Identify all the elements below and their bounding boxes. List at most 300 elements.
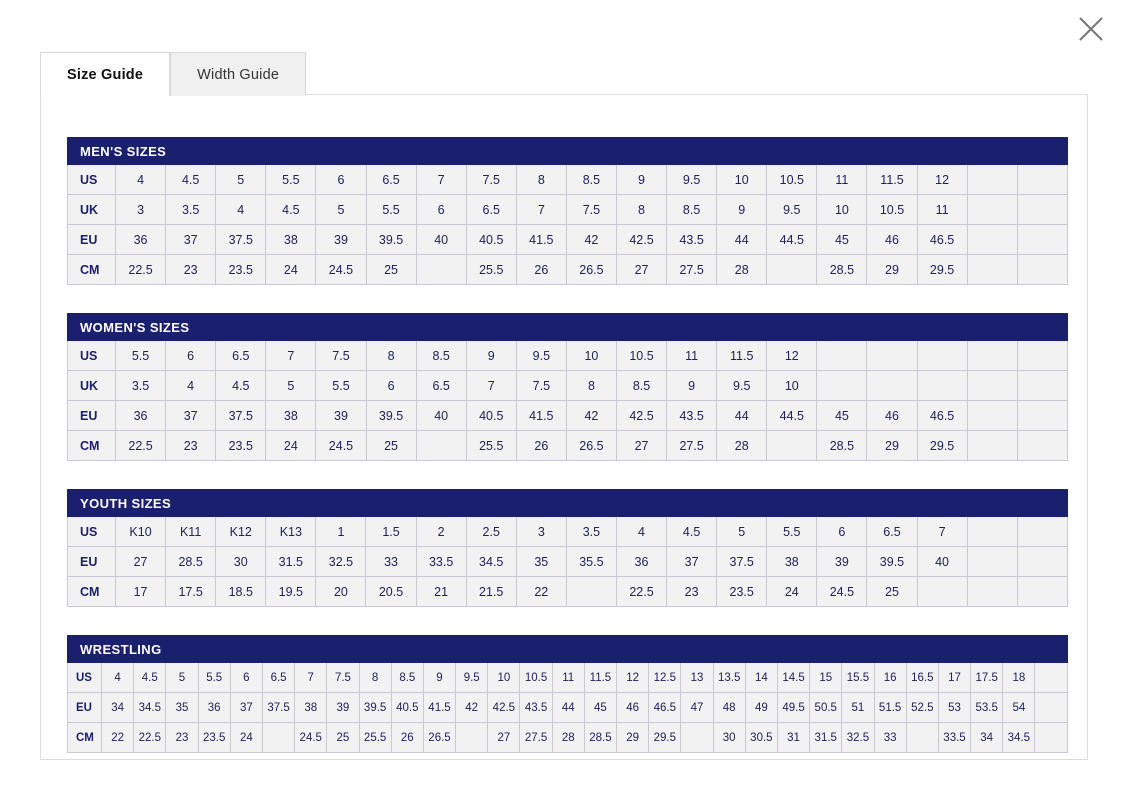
table-header-cell xyxy=(566,138,616,165)
size-cell: 7.5 xyxy=(466,165,516,195)
size-cell: 42.5 xyxy=(616,225,666,255)
size-cell: 27 xyxy=(116,547,166,577)
size-cell: 28.5 xyxy=(817,431,867,461)
size-cell: 10.5 xyxy=(867,195,917,225)
size-cell: 5.5 xyxy=(767,517,817,547)
size-cell: 7 xyxy=(917,517,967,547)
size-cell xyxy=(1017,517,1067,547)
size-cell: 22.5 xyxy=(134,723,166,753)
size-cell: 7.5 xyxy=(327,663,359,693)
size-cell: 7 xyxy=(516,195,566,225)
size-cell: 4 xyxy=(216,195,266,225)
size-cell: 40 xyxy=(917,547,967,577)
size-cell xyxy=(867,371,917,401)
row-label: EU xyxy=(68,225,116,255)
size-cell: 22 xyxy=(516,577,566,607)
size-cell: 5 xyxy=(316,195,366,225)
size-cell: 37 xyxy=(166,225,216,255)
size-cell: 20.5 xyxy=(366,577,416,607)
row-label: EU xyxy=(68,547,116,577)
row-label: UK xyxy=(68,371,116,401)
size-cell xyxy=(917,577,967,607)
table-header-cell xyxy=(917,490,967,517)
table-header-cell xyxy=(867,314,917,341)
size-cell: 7 xyxy=(466,371,516,401)
size-cell: 48 xyxy=(713,693,745,723)
size-cell: 9.5 xyxy=(717,371,767,401)
table-header-cell xyxy=(366,138,416,165)
size-cell: 39.5 xyxy=(867,547,917,577)
tab-size-guide[interactable] xyxy=(40,52,170,96)
size-cell: 9.5 xyxy=(767,195,817,225)
size-cell: 10 xyxy=(817,195,867,225)
size-cell: 11 xyxy=(552,663,584,693)
size-cell xyxy=(917,341,967,371)
size-cell: 40 xyxy=(416,225,466,255)
size-cell: 23.5 xyxy=(216,255,266,285)
size-cell: 7 xyxy=(295,663,327,693)
size-cell: 38 xyxy=(295,693,327,723)
size-cell: 4.5 xyxy=(266,195,316,225)
size-cell: 8.5 xyxy=(616,371,666,401)
row-label: EU xyxy=(68,401,116,431)
size-cell: 40.5 xyxy=(391,693,423,723)
table-header-cell xyxy=(566,490,616,517)
table-header-cell xyxy=(616,138,666,165)
size-cell: 6 xyxy=(416,195,466,225)
row-label: CM xyxy=(68,723,102,753)
size-cell: 3.5 xyxy=(566,517,616,547)
table-header-cell xyxy=(667,314,717,341)
table-header-cell xyxy=(520,636,552,663)
size-cell xyxy=(817,371,867,401)
size-cell xyxy=(416,431,466,461)
size-cell: 45 xyxy=(817,225,867,255)
table-header-cell xyxy=(1017,138,1067,165)
size-cell: 18 xyxy=(1003,663,1035,693)
size-cell: 30 xyxy=(713,723,745,753)
size-cell xyxy=(1017,195,1067,225)
close-icon xyxy=(1074,12,1108,46)
size-cell xyxy=(566,577,616,607)
size-cell: 7.5 xyxy=(566,195,616,225)
size-cell: 40.5 xyxy=(466,401,516,431)
table-header-cell xyxy=(230,636,262,663)
size-cell: 36 xyxy=(116,225,166,255)
size-cell: 7 xyxy=(266,341,316,371)
size-cell: K13 xyxy=(266,517,316,547)
size-cell: 25 xyxy=(366,431,416,461)
size-cell: 8.5 xyxy=(667,195,717,225)
size-cell: 44 xyxy=(717,225,767,255)
size-cell: 24 xyxy=(767,577,817,607)
size-cell: 6 xyxy=(230,663,262,693)
size-cell: 30.5 xyxy=(745,723,777,753)
size-cell: 24 xyxy=(266,431,316,461)
table-row xyxy=(68,165,1068,195)
size-cell: 4.5 xyxy=(667,517,717,547)
size-cell: 27 xyxy=(616,431,666,461)
size-cell: 10 xyxy=(717,165,767,195)
size-cell xyxy=(1017,225,1067,255)
size-cell xyxy=(1035,693,1067,723)
size-cell: 41.5 xyxy=(516,401,566,431)
table-title: MEN'S SIZES xyxy=(68,138,266,165)
size-cell: 4 xyxy=(616,517,666,547)
size-cell: 12 xyxy=(917,165,967,195)
size-cell: 33.5 xyxy=(416,547,466,577)
table-header-row xyxy=(68,636,1068,663)
size-cell: 25 xyxy=(867,577,917,607)
size-cell: 37.5 xyxy=(717,547,767,577)
size-cell: 22.5 xyxy=(116,255,166,285)
size-cell: 23 xyxy=(166,255,216,285)
table-header-cell xyxy=(584,636,616,663)
size-cell: 26 xyxy=(516,255,566,285)
size-cell: 8.5 xyxy=(566,165,616,195)
size-cell xyxy=(967,577,1017,607)
size-cell: 4.5 xyxy=(134,663,166,693)
size-cell: 33 xyxy=(874,723,906,753)
size-cell: 5 xyxy=(266,371,316,401)
table-header-cell xyxy=(717,138,767,165)
size-cell: 5 xyxy=(717,517,767,547)
size-cell xyxy=(967,371,1017,401)
size-cell xyxy=(1017,577,1067,607)
size-cell: 42 xyxy=(566,225,616,255)
size-cell xyxy=(967,195,1017,225)
size-cell: 24.5 xyxy=(316,431,366,461)
size-cell: 4.5 xyxy=(166,165,216,195)
table-header-cell xyxy=(466,138,516,165)
table-header-cell xyxy=(295,636,327,663)
size-cell: 11.5 xyxy=(867,165,917,195)
table-header-cell xyxy=(552,636,584,663)
size-cell: 45 xyxy=(584,693,616,723)
close-dialog-button[interactable] xyxy=(1074,12,1108,46)
size-cell: 27 xyxy=(616,255,666,285)
size-cell: 11.5 xyxy=(717,341,767,371)
table-header-cell xyxy=(810,636,842,663)
size-cell: 24 xyxy=(266,255,316,285)
size-cell: K11 xyxy=(166,517,216,547)
size-cell: 34.5 xyxy=(134,693,166,723)
size-cell xyxy=(967,341,1017,371)
size-cell: 39 xyxy=(327,693,359,723)
table-header-cell xyxy=(416,138,466,165)
table-header-cell xyxy=(649,636,681,663)
size-cell: 37 xyxy=(166,401,216,431)
size-cell: 6 xyxy=(817,517,867,547)
size-cell: 44 xyxy=(717,401,767,431)
size-cell: 5 xyxy=(166,663,198,693)
size-cell: 49 xyxy=(745,693,777,723)
size-cell: 13.5 xyxy=(713,663,745,693)
size-cell: K10 xyxy=(116,517,166,547)
size-cell: 39 xyxy=(316,401,366,431)
size-cell: 27 xyxy=(488,723,520,753)
size-cell: 4 xyxy=(166,371,216,401)
table-header-cell xyxy=(616,314,666,341)
size-cell: 43.5 xyxy=(667,401,717,431)
size-cell xyxy=(681,723,713,753)
table-header-cell xyxy=(266,138,316,165)
size-cell: 10 xyxy=(566,341,616,371)
size-cell: 10.5 xyxy=(520,663,552,693)
size-cell xyxy=(1035,723,1067,753)
size-cell: 8 xyxy=(359,663,391,693)
size-cell: 14 xyxy=(745,663,777,693)
size-cell xyxy=(262,723,294,753)
table-header-cell xyxy=(423,636,455,663)
row-label: CM xyxy=(68,255,116,285)
table-header-row xyxy=(68,490,1068,517)
size-cell: 34.5 xyxy=(466,547,516,577)
table-header-cell xyxy=(1017,490,1067,517)
table-header-cell xyxy=(817,138,867,165)
table-row xyxy=(68,341,1068,371)
table-header-cell xyxy=(366,314,416,341)
size-cell: 5.5 xyxy=(316,371,366,401)
size-cell: 37 xyxy=(230,693,262,723)
size-cell: 33.5 xyxy=(938,723,970,753)
size-cell: 11 xyxy=(917,195,967,225)
table-header-cell xyxy=(266,490,316,517)
size-cell: 29 xyxy=(867,255,917,285)
size-cell xyxy=(967,165,1017,195)
table-header-cell xyxy=(767,490,817,517)
size-cell: 19.5 xyxy=(266,577,316,607)
table-header-cell xyxy=(917,314,967,341)
table-header-cell xyxy=(416,490,466,517)
size-cell: 22 xyxy=(102,723,134,753)
size-cell: 2.5 xyxy=(466,517,516,547)
table-header-cell xyxy=(767,314,817,341)
size-cell: 10 xyxy=(767,371,817,401)
table-header-cell xyxy=(359,636,391,663)
size-cell: 9.5 xyxy=(516,341,566,371)
size-cell xyxy=(767,255,817,285)
size-table xyxy=(67,137,1068,285)
size-cell: 31.5 xyxy=(266,547,316,577)
size-cell: 38 xyxy=(767,547,817,577)
size-cell: 26.5 xyxy=(423,723,455,753)
table-header-cell xyxy=(617,636,649,663)
table-header-cell xyxy=(667,490,717,517)
table-header-cell xyxy=(777,636,809,663)
size-cell: 32.5 xyxy=(842,723,874,753)
size-tables-container xyxy=(67,137,1061,753)
table-title: YOUTH SIZES xyxy=(68,490,266,517)
table-header-cell xyxy=(767,138,817,165)
size-cell: 6 xyxy=(366,371,416,401)
size-cell xyxy=(967,225,1017,255)
size-table-block xyxy=(67,635,1061,753)
tab-width-guide-label: Width Guide xyxy=(197,67,280,83)
table-header-cell xyxy=(391,636,423,663)
size-cell: 11 xyxy=(667,341,717,371)
size-cell: 17 xyxy=(116,577,166,607)
size-cell: 5.5 xyxy=(198,663,230,693)
size-cell: 10.5 xyxy=(616,341,666,371)
size-cell: 37.5 xyxy=(262,693,294,723)
table-header-cell xyxy=(817,314,867,341)
table-row xyxy=(68,577,1068,607)
size-cell: 39.5 xyxy=(366,401,416,431)
table-header-cell xyxy=(842,636,874,663)
size-cell: 54 xyxy=(1003,693,1035,723)
size-cell: 3.5 xyxy=(166,195,216,225)
size-cell: 5.5 xyxy=(266,165,316,195)
size-cell: 5 xyxy=(216,165,266,195)
table-header-cell xyxy=(316,490,366,517)
size-cell: 9.5 xyxy=(667,165,717,195)
table-header-cell xyxy=(366,490,416,517)
table-header-cell xyxy=(917,138,967,165)
size-cell: 8 xyxy=(516,165,566,195)
size-cell: 21.5 xyxy=(466,577,516,607)
size-cell: 29.5 xyxy=(917,255,967,285)
size-cell: 29 xyxy=(867,431,917,461)
size-cell: 9 xyxy=(667,371,717,401)
size-cell: 27.5 xyxy=(667,255,717,285)
size-cell: 36 xyxy=(198,693,230,723)
size-cell: 9 xyxy=(616,165,666,195)
size-cell: 42 xyxy=(456,693,488,723)
size-cell: 3 xyxy=(516,517,566,547)
size-cell: 23 xyxy=(166,431,216,461)
table-header-cell xyxy=(488,636,520,663)
table-header-cell xyxy=(867,138,917,165)
table-header-cell xyxy=(266,314,316,341)
size-cell xyxy=(906,723,938,753)
size-cell: 6.5 xyxy=(416,371,466,401)
table-header-cell xyxy=(262,636,294,663)
row-label: US xyxy=(68,517,116,547)
size-cell: 46 xyxy=(867,401,917,431)
size-cell: K12 xyxy=(216,517,266,547)
size-cell: 8 xyxy=(566,371,616,401)
size-cell: 45 xyxy=(817,401,867,431)
table-header-row xyxy=(68,138,1068,165)
size-cell xyxy=(456,723,488,753)
size-cell: 27.5 xyxy=(520,723,552,753)
size-cell: 29 xyxy=(617,723,649,753)
size-cell: 24 xyxy=(230,723,262,753)
table-header-cell xyxy=(971,636,1003,663)
size-cell: 4 xyxy=(102,663,134,693)
size-cell: 15.5 xyxy=(842,663,874,693)
size-cell: 17 xyxy=(938,663,970,693)
size-cell: 25.5 xyxy=(466,255,516,285)
size-cell: 34 xyxy=(102,693,134,723)
size-cell: 28 xyxy=(717,255,767,285)
size-cell: 26 xyxy=(391,723,423,753)
size-cell: 6.5 xyxy=(262,663,294,693)
size-cell xyxy=(1017,371,1067,401)
table-row xyxy=(68,693,1068,723)
size-cell: 38 xyxy=(266,225,316,255)
size-cell: 37.5 xyxy=(216,225,266,255)
table-header-cell xyxy=(967,490,1017,517)
size-cell: 14.5 xyxy=(777,663,809,693)
row-label: US xyxy=(68,341,116,371)
size-cell: 42 xyxy=(566,401,616,431)
size-cell: 6 xyxy=(166,341,216,371)
size-cell: 39 xyxy=(817,547,867,577)
size-cell: 12.5 xyxy=(649,663,681,693)
size-cell xyxy=(1017,547,1067,577)
size-cell xyxy=(1017,165,1067,195)
size-cell: 5.5 xyxy=(366,195,416,225)
size-cell xyxy=(817,341,867,371)
size-cell: 52.5 xyxy=(906,693,938,723)
table-header-cell xyxy=(566,314,616,341)
table-header-cell xyxy=(713,636,745,663)
size-cell: 34.5 xyxy=(1003,723,1035,753)
size-cell xyxy=(1017,431,1067,461)
size-cell: 16.5 xyxy=(906,663,938,693)
size-cell: 9 xyxy=(717,195,767,225)
size-cell: 43.5 xyxy=(520,693,552,723)
size-cell: 53.5 xyxy=(971,693,1003,723)
size-cell: 23 xyxy=(667,577,717,607)
table-row xyxy=(68,547,1068,577)
size-cell: 32.5 xyxy=(316,547,366,577)
size-cell: 46.5 xyxy=(917,401,967,431)
size-table xyxy=(67,313,1068,461)
size-cell: 22.5 xyxy=(616,577,666,607)
size-cell: 44.5 xyxy=(767,225,817,255)
tab-width-guide[interactable] xyxy=(170,52,306,96)
size-cell: 5.5 xyxy=(116,341,166,371)
table-header-cell xyxy=(456,636,488,663)
size-cell: 13 xyxy=(681,663,713,693)
table-header-row xyxy=(68,314,1068,341)
table-title: WRESTLING xyxy=(68,636,199,663)
size-cell: 20 xyxy=(316,577,366,607)
size-cell: 46 xyxy=(617,693,649,723)
size-cell: 39.5 xyxy=(359,693,391,723)
size-cell: 22.5 xyxy=(116,431,166,461)
size-cell: 42.5 xyxy=(488,693,520,723)
size-cell: 29.5 xyxy=(917,431,967,461)
size-cell: 46 xyxy=(867,225,917,255)
size-cell: 44 xyxy=(552,693,584,723)
table-header-cell xyxy=(717,314,767,341)
size-cell: 39 xyxy=(316,225,366,255)
size-cell: 25.5 xyxy=(359,723,391,753)
size-table-block xyxy=(67,489,1061,607)
tab-size-guide-label: Size Guide xyxy=(67,67,144,83)
table-row xyxy=(68,255,1068,285)
size-cell: 24.5 xyxy=(295,723,327,753)
size-cell: 51 xyxy=(842,693,874,723)
size-cell: 1 xyxy=(316,517,366,547)
table-header-cell xyxy=(516,138,566,165)
size-cell: 40.5 xyxy=(466,225,516,255)
size-guide-panel xyxy=(40,94,1088,760)
row-label: US xyxy=(68,165,116,195)
size-cell: 4 xyxy=(116,165,166,195)
table-header-cell xyxy=(1017,314,1067,341)
table-header-cell xyxy=(906,636,938,663)
size-cell: 17.5 xyxy=(971,663,1003,693)
size-cell: 34 xyxy=(971,723,1003,753)
size-cell: 41.5 xyxy=(516,225,566,255)
table-header-cell xyxy=(327,636,359,663)
size-cell: 8 xyxy=(366,341,416,371)
